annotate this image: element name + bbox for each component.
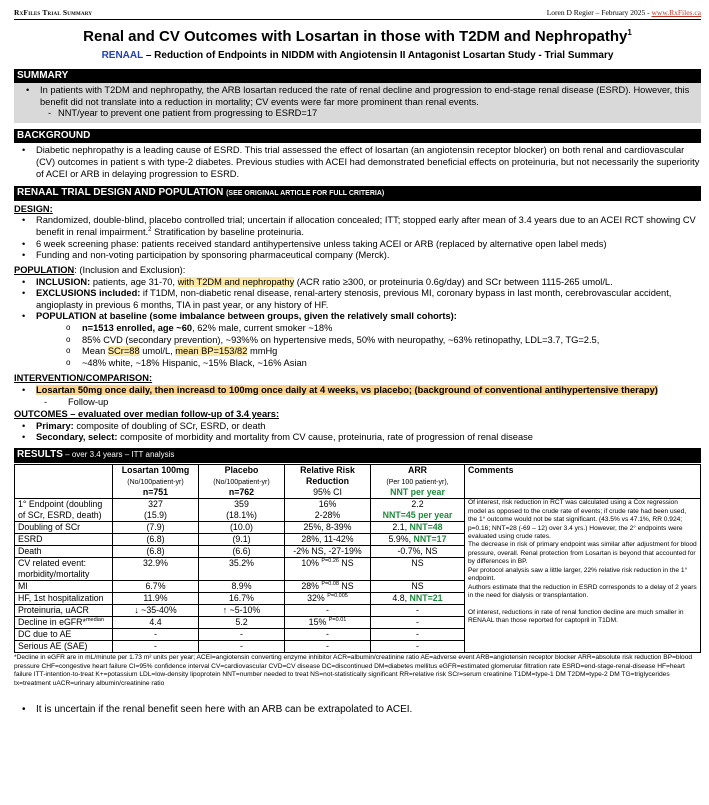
intervention-bullet bbox=[14, 385, 701, 397]
cell-placebo: 359 (18.1%) bbox=[199, 499, 285, 522]
rrr-sig: NS bbox=[338, 558, 354, 569]
cell-losartan: - bbox=[113, 641, 199, 653]
outcomes-label: OUTCOMES – evaluated over median follow-up of 3.4 years: bbox=[14, 409, 280, 420]
cell-rrr bbox=[285, 617, 371, 629]
summary-heading: SUMMARY bbox=[14, 69, 701, 84]
comments-cell bbox=[465, 499, 701, 653]
arr-value: - bbox=[416, 641, 419, 652]
arr-value: - bbox=[416, 629, 419, 640]
intervention-text: Losartan 50mg once daily, then increasd to 100mg once daily at 4 weeks, vs placebo; (background of conventional antihypertensive therapy) bbox=[36, 385, 658, 396]
row-label-text: Decline in eGFR* bbox=[18, 617, 86, 628]
outcomes-label-text: OUTCOMES – evaluated over median follow-up of 3.4 years bbox=[14, 409, 276, 420]
rrr-value: 15% bbox=[308, 617, 329, 628]
exclusion-bullet bbox=[14, 288, 701, 311]
secondary-label: Secondary, select: bbox=[36, 432, 118, 443]
cell-arr bbox=[371, 558, 465, 581]
header-rrr-2: Reduction bbox=[305, 475, 349, 486]
rrr-pvalue: P=0.08 bbox=[321, 581, 339, 588]
row-label-text: Death bbox=[18, 546, 42, 557]
comment-4: Authors estimate that the reduction in ESRD corresponds to a delay of 2 years in the need for dialysis or transplantation. bbox=[468, 583, 697, 600]
population-label bbox=[14, 265, 701, 277]
followup-item bbox=[14, 397, 701, 409]
arr-value: NS bbox=[411, 581, 424, 592]
header-losartan bbox=[113, 464, 199, 499]
rrr-value: - bbox=[326, 629, 329, 640]
row-label bbox=[15, 499, 113, 522]
cell-arr bbox=[371, 546, 465, 558]
header-author: Loren D Regier – February 2025 - bbox=[546, 8, 652, 17]
cell-losartan: 11.9% bbox=[113, 593, 199, 605]
background-bullet: • Diabetic nephropathy is a leading cause of ESRD. This trial assessed the effect of losartan (an angiotensin receptor blocker) on both renal and cardiovascular (CV) outcomes in patient s with type-2 diabetes. Previous studies with ACEI had demonstrated beneficial effects on proteinuria, but not necessarily the superiority of ACEI or ARB in delaying progression to ESRD. bbox=[14, 145, 701, 180]
rrr-sig: NS bbox=[338, 581, 354, 592]
document-page bbox=[14, 8, 701, 717]
baseline-item-4: o ~48% white, ~18% Hispanic, ~15% Black, ~16% Asian bbox=[14, 358, 701, 370]
header-placebo-n: n=762 bbox=[228, 487, 255, 498]
row-label bbox=[15, 522, 113, 534]
header-rrr-ci: 95% CI bbox=[313, 486, 342, 497]
results-heading-text: RESULTS bbox=[17, 449, 63, 461]
rrr-value: -2% NS, -27-19% bbox=[293, 546, 362, 557]
population-label-text: POPULATION bbox=[14, 264, 75, 275]
primary-label: Primary: bbox=[36, 420, 74, 431]
results-header-row bbox=[15, 464, 701, 499]
baseline-demographics: , 62% male, current smoker ~18% bbox=[192, 322, 333, 333]
header-losartan-name: Losartan 100mg bbox=[121, 464, 190, 475]
exclusion-label: EXCLUSIONS included: bbox=[36, 288, 141, 299]
cell-placebo: ↑ ~5-10% bbox=[199, 605, 285, 617]
design-bullet-3: • Funding and non-voting participation by sponsoring pharmaceutical company (Merck). bbox=[14, 250, 701, 262]
rxfiles-link[interactable]: www.RxFiles.ca bbox=[651, 8, 701, 17]
inclusion-label: INCLUSION: bbox=[36, 276, 91, 287]
header-rrr bbox=[285, 464, 371, 499]
baseline-scr: SCr=88 bbox=[107, 346, 140, 357]
rrr-value: - bbox=[326, 641, 329, 652]
results-table bbox=[14, 464, 701, 654]
cell-arr bbox=[371, 499, 465, 522]
baseline-bp-unit: mmHg bbox=[247, 346, 278, 357]
results-heading-note: – over 3.4 years – ITT analysis bbox=[62, 450, 175, 460]
header-placebo-name: Placebo bbox=[224, 464, 259, 475]
cell-rrr bbox=[285, 522, 371, 534]
intervention-label bbox=[14, 373, 701, 385]
row-label-text: ESRD bbox=[18, 534, 43, 545]
page-subtitle bbox=[14, 50, 701, 63]
rrr-value: 28%, 11-42% bbox=[301, 534, 354, 545]
design-label-text: DESIGN bbox=[14, 203, 50, 214]
design-bullet-1-text: Randomized, double-blind, placebo controlled trial; uncertain if allocation concealed; ITT; stopped early after mean of 3.4 years due to an ACEI RCT showing CV benefit in renal impairment. bbox=[36, 215, 696, 238]
row-label bbox=[15, 605, 113, 617]
row-label-text: MI bbox=[18, 581, 28, 592]
primary-outcome bbox=[14, 421, 701, 433]
design-heading-text: RENAAL TRIAL DESIGN AND POPULATION bbox=[17, 187, 224, 199]
design-heading-note: (SEE ORIGINAL ARTICLE FOR FULL CRITERIA) bbox=[226, 190, 385, 198]
footer-bullet: • It is uncertain if the renal benefit seen here with an ARB can be extrapolated to ACEI. bbox=[14, 704, 701, 717]
comment-2: The decrease in risk of primary endpoint was similar after adjustment for blood pressure, overall. Renal protection from Losartan is beyond that accounted for by differences in BP. bbox=[468, 541, 697, 566]
header-losartan-n: n=751 bbox=[142, 487, 169, 498]
population-note: : (Inclusion and Exclusion): bbox=[74, 264, 186, 275]
cell-rrr bbox=[285, 629, 371, 641]
inclusion-highlight: with T2DM and nephropathy bbox=[177, 276, 295, 287]
cell-rrr bbox=[285, 605, 371, 617]
header-losartan-unit: (No/100patient-yr) bbox=[127, 478, 184, 486]
trial-acronym: RENAAL bbox=[101, 50, 144, 62]
background-heading: BACKGROUND bbox=[14, 129, 701, 144]
header-placebo bbox=[199, 464, 285, 499]
header-arr-nnt: NNT per year bbox=[390, 487, 445, 498]
row-label bbox=[15, 593, 113, 605]
cell-losartan: (7.9) bbox=[113, 522, 199, 534]
design-bullet-1 bbox=[14, 215, 701, 238]
design-label: DESIGN: bbox=[14, 203, 53, 214]
cell-losartan: (6.8) bbox=[113, 534, 199, 546]
summary-bullet: • In patients with T2DM and nephropathy, the ARB losartan reduced the rate of renal decline and progression to end-stage renal disease (ESRD). However, this benefit did not translate into a reduction in mortality; CV events were far more prominent than renal events. bbox=[18, 85, 697, 108]
table-row bbox=[15, 499, 701, 522]
definitions: *Decline in eGFR are in mL/minute per 1.73 m² units per year; ACEI=angiotensin converting enzyme inhibitor ACR=albumin/creatinine ratio AE=adverse event ARB=angiotensin receptor blocker ARR=absolute risk reduction BP=blood pressure CHF=congestive heart failure CI=95% confidence interval CV=cardiovascular CVD=CV disease DC=discontinued DM=diabetes mellitus eGFR=estimated glomerular filtration rate ESRD=end-stage-renal-disease HF=heart failure ITT-intention-to-treat K+=potassium LDL=low-density lipoprotein NNT=number needed to treat NS=not-statistically significant RR=relative risk SCr=serum creatinine T1DM=type-1 DM T2DM=type-2 DM TG=triglycerides tx=treatment uACR=urinary albumin/creatinine ratio bbox=[14, 654, 693, 687]
row-label-text: CV related event: morbidity/mortality bbox=[18, 558, 90, 580]
results-heading bbox=[14, 448, 701, 463]
header-rrr-1: Relative Risk bbox=[300, 464, 355, 475]
rrr-value: 28% bbox=[301, 581, 322, 592]
baseline-item-2: o 85% CVD (secondary prevention), ~93%% on hypertensive meds, 50% with neuropathy, ~63% retinopathy, LDL=3.7, TG=2.5, bbox=[14, 335, 701, 347]
rrr-pvalue: P=0.26 bbox=[321, 558, 339, 565]
cell-placebo: 5.2 bbox=[199, 617, 285, 629]
inclusion-post: (ACR ratio ≥300, or proteinuria 0.6g/day) and SCr between 1115-265 umol/L. bbox=[294, 276, 613, 287]
header-blank bbox=[15, 464, 113, 499]
cell-losartan: 32.9% bbox=[113, 558, 199, 581]
baseline-scr-unit: umol/L, bbox=[139, 346, 176, 357]
summary-nnt: - NNT/year to prevent one patient from progressing to ESRD=17 bbox=[18, 108, 697, 120]
baseline-bp: mean BP=153/82 bbox=[175, 346, 248, 357]
design-heading bbox=[14, 186, 701, 201]
primary-text: composite of doubling of SCr, ESRD, or death bbox=[73, 420, 266, 431]
cell-arr bbox=[371, 534, 465, 546]
summary-box bbox=[14, 83, 701, 123]
cell-rrr bbox=[285, 641, 371, 653]
row-label-text: Serious AE (SAE) bbox=[18, 641, 88, 652]
intervention-label-text: INTERVENTION/COMPARISON bbox=[14, 373, 149, 384]
cell-arr bbox=[371, 593, 465, 605]
header-left: RxFiles Trial Summary bbox=[14, 8, 93, 17]
cell-placebo: 16.7% bbox=[199, 593, 285, 605]
baseline-mean: Mean bbox=[82, 346, 108, 357]
header-arr-unit: (Per 100 patient-yr), bbox=[386, 478, 449, 486]
row-label-text: Doubling of SCr bbox=[18, 522, 81, 533]
arr-value: - bbox=[416, 617, 419, 628]
row-label bbox=[15, 534, 113, 546]
inclusion-pre: patients, age 31-70, bbox=[90, 276, 178, 287]
secondary-text: composite of morbidity and mortality from CV cause, proteinuria, rate of progression of renal disease bbox=[117, 432, 533, 443]
nnt-value: NNT=17 bbox=[413, 534, 447, 545]
cell-placebo: 8.9% bbox=[199, 581, 285, 593]
row-label-text: Proteinuria, uACR bbox=[18, 605, 89, 616]
baseline-bullet bbox=[14, 311, 701, 323]
comment-5: Of interest, reductions in rate of renal function decline are much smaller in RENAAL than those reported for captopril in T1DM. bbox=[468, 608, 684, 624]
cell-losartan: 4.4 bbox=[113, 617, 199, 629]
arr-value: NS bbox=[411, 558, 424, 569]
exclusion-text: if T1DM, non-diabetic renal disease, renal-artery stenosis, previous MI, coronary bypass in last month, cerebrovascular accident, angioplasty in previous 6 months, TIA in past year, or any history of HF. bbox=[36, 288, 672, 310]
followup-text: Follow-up bbox=[68, 396, 109, 407]
cell-losartan: 6.7% bbox=[113, 581, 199, 593]
cell-placebo: - bbox=[199, 641, 285, 653]
rrr-value: 10% bbox=[301, 558, 322, 569]
cell-placebo: (9.1) bbox=[199, 534, 285, 546]
rrr-value: 25%, 8-39% bbox=[303, 522, 352, 533]
design-ref: 2 bbox=[148, 227, 152, 233]
arr-value: 2.2 bbox=[411, 499, 424, 510]
cell-losartan: ↓ ~35-40% bbox=[113, 605, 199, 617]
row-label-sup: median bbox=[85, 617, 105, 624]
cell-rrr bbox=[285, 558, 371, 581]
header-comments bbox=[465, 464, 701, 499]
cell-arr bbox=[371, 641, 465, 653]
baseline-item-3 bbox=[14, 346, 701, 358]
row-label bbox=[15, 546, 113, 558]
title-text: Renal and CV Outcomes with Losartan in those with T2DM and Nephropathy bbox=[83, 28, 628, 46]
cell-placebo: (6.6) bbox=[199, 546, 285, 558]
cell-rrr bbox=[285, 546, 371, 558]
cell-losartan: 327 (15.9) bbox=[113, 499, 199, 522]
arr-value: - bbox=[416, 605, 419, 616]
nnt-value: NNT=45 per year bbox=[382, 510, 453, 521]
cell-arr bbox=[371, 522, 465, 534]
header-arr bbox=[371, 464, 465, 499]
cell-rrr bbox=[285, 593, 371, 605]
row-label-text: DC due to AE bbox=[18, 629, 72, 640]
row-label bbox=[15, 641, 113, 653]
page-title bbox=[14, 28, 701, 47]
design-bullet-2: • 6 week screening phase: patients received standard antihypertensive unless taking ACEI or ARB (replaced by alternative open label meds) bbox=[14, 239, 701, 251]
arr-value: 5.9%, bbox=[388, 534, 414, 545]
intervention-colon: : bbox=[149, 373, 153, 384]
comment-3: Per protocol analysis saw a little larger, 22% relative risk reduction in the 1° endpoint. bbox=[468, 566, 688, 583]
arr-value: -0.7%, NS bbox=[397, 546, 438, 557]
cell-placebo: (10.0) bbox=[199, 522, 285, 534]
row-label bbox=[15, 558, 113, 581]
rrr-value: - bbox=[326, 605, 329, 616]
baseline-item-1 bbox=[14, 323, 701, 335]
cell-arr bbox=[371, 629, 465, 641]
title-ref: 1 bbox=[627, 28, 632, 38]
page-header bbox=[14, 8, 701, 20]
inclusion-bullet bbox=[14, 277, 701, 289]
rrr-pvalue: P=0.005 bbox=[327, 593, 348, 600]
cell-rrr bbox=[285, 499, 371, 522]
secondary-outcome bbox=[14, 432, 701, 444]
arr-value: 2.1, bbox=[392, 522, 410, 533]
header-arr-1: ARR bbox=[407, 464, 428, 475]
row-label bbox=[15, 581, 113, 593]
cell-arr bbox=[371, 581, 465, 593]
nnt-value: NNT=48 bbox=[409, 522, 443, 533]
header-comments-text: Comments bbox=[468, 464, 514, 475]
row-label bbox=[15, 617, 113, 629]
comment-1: Of interest, risk reduction in RCT was calculated using a Cox regression model as opposed to the crude rate of events; if crude rate had been used, the 1° outcome would not be stat significant. (43.5% vs 47.1%, RR 0.924; p=0.16; NNT=28 (-69 – 12) over 3.4 yrs.) However, the 2° endpoints were evaluated using crude rates. bbox=[468, 499, 687, 541]
cell-arr bbox=[371, 605, 465, 617]
cell-rrr bbox=[285, 581, 371, 593]
baseline-label: POPULATION at baseline (some imbalance between groups, given the relatively small cohorts): bbox=[36, 311, 457, 322]
rrr-value: 32% bbox=[307, 593, 328, 604]
cell-arr bbox=[371, 617, 465, 629]
nnt-value: NNT=21 bbox=[409, 593, 443, 604]
cell-losartan: (6.8) bbox=[113, 546, 199, 558]
rrr-value: 16% 2-28% bbox=[314, 499, 341, 521]
row-label-text: 1° Endpoint (doubling of SCr, ESRD, death) bbox=[18, 499, 103, 521]
cell-placebo: - bbox=[199, 629, 285, 641]
cell-placebo: 35.2% bbox=[199, 558, 285, 581]
header-placebo-unit: (No/100patient-yr) bbox=[213, 478, 270, 486]
baseline-enrolled: n=1513 enrolled, age ~60 bbox=[82, 322, 193, 333]
header-right bbox=[547, 8, 701, 17]
subtitle-text: – Reduction of Endpoints in NIDDM with Angiotensin II Antagonist Losartan Study - Trial Summary bbox=[145, 50, 614, 62]
rrr-pvalue: P=0.01 bbox=[328, 617, 347, 624]
design-bullet-1-end: Stratification by baseline proteinuria. bbox=[151, 227, 304, 238]
row-label-text: HF, 1st hospitalization bbox=[18, 593, 104, 604]
row-label bbox=[15, 629, 113, 641]
cell-rrr bbox=[285, 534, 371, 546]
arr-value: 4.8, bbox=[392, 593, 410, 604]
cell-losartan: - bbox=[113, 629, 199, 641]
